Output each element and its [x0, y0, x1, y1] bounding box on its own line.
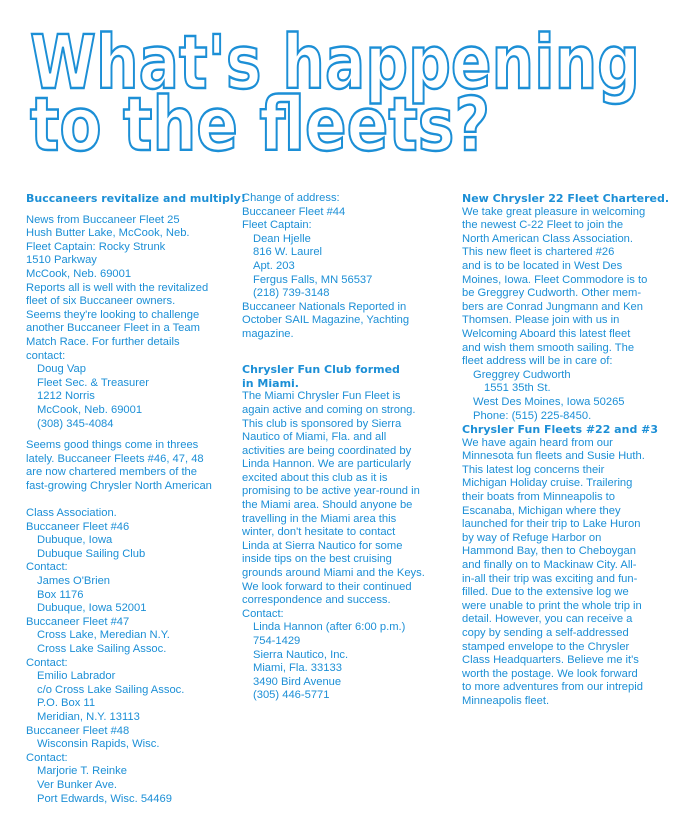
text-line: again active and coming on strong. [242, 403, 416, 416]
text-line: Thomsen. Please join with us in [462, 314, 620, 327]
text-line: 1510 Parkway [26, 254, 97, 267]
fleet-48 [26, 725, 232, 807]
fleet-title: Buccaneer Fleet #46 [26, 520, 130, 533]
text-line: activities are being coordinated by [242, 444, 412, 457]
text-line: Linda at Sierra Nautico for some [242, 539, 403, 552]
text-line: bers are Conrad Jungmann and Ken [462, 300, 643, 313]
text-line: inside tips on the best cruising [242, 553, 392, 566]
text-line: 1212 Norris [37, 390, 95, 403]
text-line: Nautico of Miami, Fla. and all [242, 431, 387, 444]
text-line: The Miami Chrysler Fun Fleet is [242, 390, 401, 403]
text-line: launched for their trip to Lake Huron [462, 518, 641, 531]
text-line: Change of address: [242, 192, 340, 204]
fleet-47 [26, 616, 232, 725]
text-line: are now chartered members of the [26, 466, 198, 479]
section-heading: in Miami. [242, 376, 299, 390]
text-line: Escanaba, Michigan where they [462, 504, 621, 517]
text-line: grounds around Miami and the Keys. [242, 567, 425, 580]
text-line: (218) 739-3148 [253, 287, 330, 300]
text-line: and finally on to Mackinaw City. All- [462, 559, 637, 572]
text-line: Dubuque Sailing Club [37, 547, 146, 560]
text-line: Dubuque, Iowa 52001 [37, 602, 147, 615]
text-line: Cross Lake, Meredian N.Y. [37, 629, 170, 642]
text-line: We look forward to their continued [242, 580, 412, 593]
text-line: Fleet Sec. & Treasurer [37, 376, 149, 389]
text-line: October SAIL Magazine, Yachting [242, 314, 410, 327]
fleet-title: Buccaneer Fleet #47 [26, 615, 130, 628]
text-line: Match Race. For further details [26, 335, 180, 348]
contact-label: Contact: [26, 751, 68, 764]
text-line: Reports all is well with the revitalized [26, 281, 209, 294]
text-line: were unable to print the whole trip in [462, 599, 642, 612]
text-line: This club is sponsored by Sierra [242, 417, 402, 430]
text-line: (305) 446-5771 [253, 689, 330, 702]
headline-line-1: What's happening [30, 20, 640, 106]
text-line: Miami, Fla. 33133 [253, 662, 342, 675]
contact-label: Contact: [242, 607, 284, 620]
text-line: Port Edwards, Wisc. 54469 [37, 792, 172, 805]
text-line: Dubuque, Iowa [37, 534, 113, 547]
text-line: 816 W. Laurel [253, 246, 323, 259]
text-line: News from Buccaneer Fleet 25 [26, 213, 180, 226]
section-heading: Buccaneers revitalize and multiply! [26, 192, 246, 205]
text-line: in-all their trip was exciting and fun- [462, 572, 638, 585]
text-line: P.O. Box 11 [37, 697, 96, 710]
text-line: the Miami area. Should anyone be [242, 499, 413, 512]
text-line: 754-1429 [253, 635, 301, 647]
text-line: fast-growing Chrysler North American [26, 479, 212, 492]
text-line: Seems they're looking to challenge [26, 308, 200, 321]
column-chrysler-22 [462, 192, 672, 709]
text-line: Greggrey Cudworth [473, 368, 571, 381]
contact-block [242, 621, 452, 703]
headline-line-2: to the fleets? [30, 82, 490, 168]
text-line: copy by sending a self-addressed [462, 627, 629, 639]
text-line: Linda Hannon. We are particularly [242, 458, 411, 471]
paragraph [26, 439, 232, 493]
text-line: the newest C-22 Fleet to join the [462, 219, 624, 232]
headline-art [0, 0, 678, 170]
text-line: Fergus Falls, MN 56537 [253, 273, 373, 286]
text-line: Apt. 203 [253, 259, 295, 272]
text-line: Seems good things come in threes [26, 439, 199, 452]
column-miami [242, 192, 452, 703]
fleet-title: Buccaneer Fleet #48 [26, 724, 130, 737]
text-line: Moines, Iowa. Fleet Commodore is to [462, 273, 648, 286]
text-line: Meridian, N.Y. 13113 [37, 710, 140, 723]
text-line: Welcoming Aboard this latest fleet [462, 327, 631, 340]
text-line: Michigan Holiday cruise. Trailering [462, 477, 633, 490]
text-line: Marjorie T. Reinke [37, 765, 127, 778]
text-line: filled. Due to the extensive log we [462, 586, 629, 599]
column-buccaneers [26, 192, 246, 806]
text-line: travelling in the Miami area this [242, 512, 397, 525]
contact-label: Contact: [26, 656, 68, 669]
text-line: Linda Hannon (after 6:00 p.m.) [253, 621, 406, 634]
text-line: to more adventures from our intrepid [462, 681, 643, 694]
text-line: another Buccaneer Fleet in a Team [26, 322, 200, 335]
text-line: Buccaneer Nationals Reported in [242, 300, 407, 313]
text-line: Minneapolis fleet. [462, 694, 550, 707]
text-line: James O'Brien [37, 575, 111, 588]
text-line: This latest log concerns their [462, 463, 605, 476]
contact-label: Contact: [26, 561, 68, 574]
text-line: Hush Butter Lake, McCook, Neb. [26, 227, 190, 240]
text-line: their boats from Minneapolis to [462, 491, 615, 504]
text-line: Doug Vap [37, 363, 86, 376]
paragraph [26, 282, 232, 364]
section-heading: New Chrysler 22 Fleet Chartered. [462, 192, 670, 205]
text-line: McCook, Neb. 69001 [26, 267, 132, 280]
text-line: contact: [26, 349, 66, 362]
text-line: be Greggrey Cudworth. Other mem- [462, 287, 642, 300]
text-line: Minnesota fun fleets and Susie Huth. [462, 450, 645, 463]
text-line: 3490 Bird Avenue [253, 675, 342, 688]
text-line: by way of Refuge Harbor on [462, 531, 602, 544]
text-line: lately. Buccaneer Fleets #46, 47, 48 [26, 452, 204, 465]
text-line: Dean Hjelle [253, 232, 311, 245]
text-line: Phone: (515) 225-8450. [473, 409, 592, 422]
text-line: and wish them smooth sailing. The [462, 341, 635, 354]
headline [0, 0, 678, 170]
text-line: Sierra Nautico, Inc. [253, 648, 349, 661]
address-block [462, 369, 672, 423]
text-line: fleet of six Buccaneer owners. [26, 295, 176, 308]
text-line: Box 1176 [37, 588, 84, 601]
text-line: Wisconsin Rapids, Wisc. [37, 738, 160, 751]
fleet-46 [26, 521, 232, 616]
intro-block [26, 214, 232, 282]
text-line: North American Class Association. [462, 232, 633, 245]
text-line: McCook, Neb. 69001 [37, 403, 143, 416]
text-line: Fleet Captain: Rocky Strunk [26, 240, 166, 253]
text-line: Emilio Labrador [37, 670, 116, 683]
text-line: stamped envelope to the Chrysler [462, 640, 630, 653]
text-line: magazine. [242, 327, 294, 340]
text-line: Fleet Captain: [242, 219, 312, 232]
nationals-note [242, 301, 452, 342]
text-line: excited about this club as it is [242, 471, 388, 484]
text-line: worth the postage. We look forward [462, 667, 638, 680]
text-line: We take great pleasure in welcoming [462, 205, 646, 218]
text-line: We have again heard from our [462, 436, 613, 449]
text-line: Buccaneer Fleet #44 [242, 205, 346, 218]
text-line: (308) 345-4084 [37, 417, 114, 430]
paragraph [462, 206, 672, 369]
text-line: promising to be active year-round in [242, 485, 420, 498]
text-line: Ver Bunker Ave. [37, 778, 118, 791]
text-line: fleet address will be in care of: [462, 355, 613, 368]
paragraph [242, 390, 452, 608]
text-line: West Des Moines, Iowa 50265 [473, 395, 625, 408]
text-line: correspondence and success. [242, 594, 391, 607]
text-line: Hammond Bay, then to Cheboygan [462, 545, 636, 558]
text-line: detail. However, you can receive a [462, 613, 633, 626]
address-change [242, 192, 452, 301]
contact-block [26, 363, 232, 431]
section-heading: Chrysler Fun Fleets #22 and #3 [462, 423, 659, 437]
text-line: Cross Lake Sailing Assoc. [37, 643, 167, 655]
text-line: c/o Cross Lake Sailing Assoc. [37, 683, 185, 696]
text-line: winter, don't hesitate to contact [242, 526, 396, 539]
text-line: Class Association. [26, 507, 117, 520]
text-line: Class Headquarters. Believe me it's [462, 654, 639, 667]
text-line: This new fleet is chartered #26 [462, 246, 615, 259]
text-line: 1551 35th St. [484, 382, 551, 395]
paragraph [462, 437, 672, 709]
section-heading: Chrysler Fun Club formed [242, 363, 400, 377]
text-line: and is to be located in West Des [462, 259, 623, 272]
